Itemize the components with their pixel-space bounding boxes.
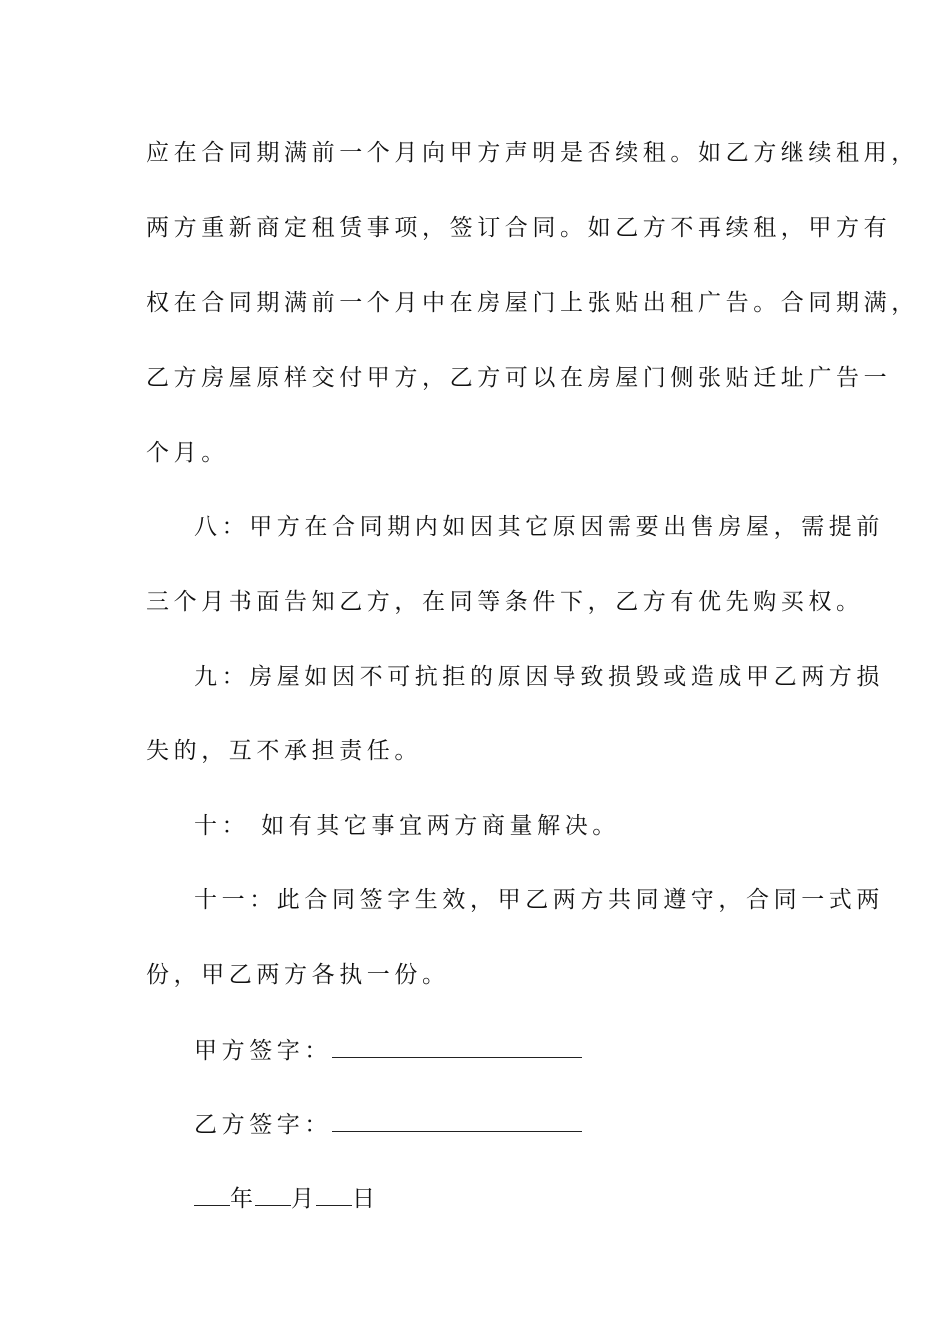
clause-eight-line: 八：甲方在合同期内如因其它原因需要出售房屋，需提前 — [194, 514, 884, 540]
text-line: 份，甲乙两方各执一份。 — [146, 962, 450, 988]
text-line: 三个月书面告知乙方，在同等条件下，乙方有优先购买权。 — [146, 589, 864, 615]
signature-b-label: 乙方签字： — [194, 1112, 332, 1138]
signature-b-blank — [332, 1109, 582, 1132]
clause-ten-line: 十： 如有其它事宜两方商量解决。 — [194, 813, 620, 839]
day-label: 日 — [352, 1186, 377, 1212]
date-row — [194, 1183, 377, 1214]
signature-a-blank — [332, 1035, 582, 1058]
day-blank — [316, 1183, 352, 1206]
year-label: 年 — [230, 1186, 255, 1212]
month-blank — [255, 1183, 291, 1206]
text-line: 个月。 — [146, 440, 229, 466]
text-line: 权在合同期满前一个月中在房屋门上张贴出租广告。合同期满， — [146, 290, 919, 316]
clause-nine-line: 九：房屋如因不可抗拒的原因导致损毁或造成甲乙两方损 — [194, 664, 884, 690]
text-line: 乙方房屋原样交付甲方，乙方可以在房屋门侧张贴迁址广告一 — [146, 365, 892, 391]
year-blank — [194, 1183, 230, 1206]
text-line: 两方重新商定租赁事项，签订合同。如乙方不再续租，甲方有 — [146, 215, 892, 241]
signature-a-row — [194, 1035, 582, 1066]
clause-eleven-line: 十一：此合同签字生效，甲乙两方共同遵守，合同一式两 — [194, 887, 884, 913]
signature-a-label: 甲方签字： — [194, 1038, 332, 1064]
text-line: 失的，互不承担责任。 — [146, 738, 422, 764]
month-label: 月 — [291, 1186, 316, 1212]
text-line: 应在合同期满前一个月向甲方声明是否续租。如乙方继续租用， — [146, 140, 919, 166]
signature-b-row — [194, 1109, 582, 1140]
